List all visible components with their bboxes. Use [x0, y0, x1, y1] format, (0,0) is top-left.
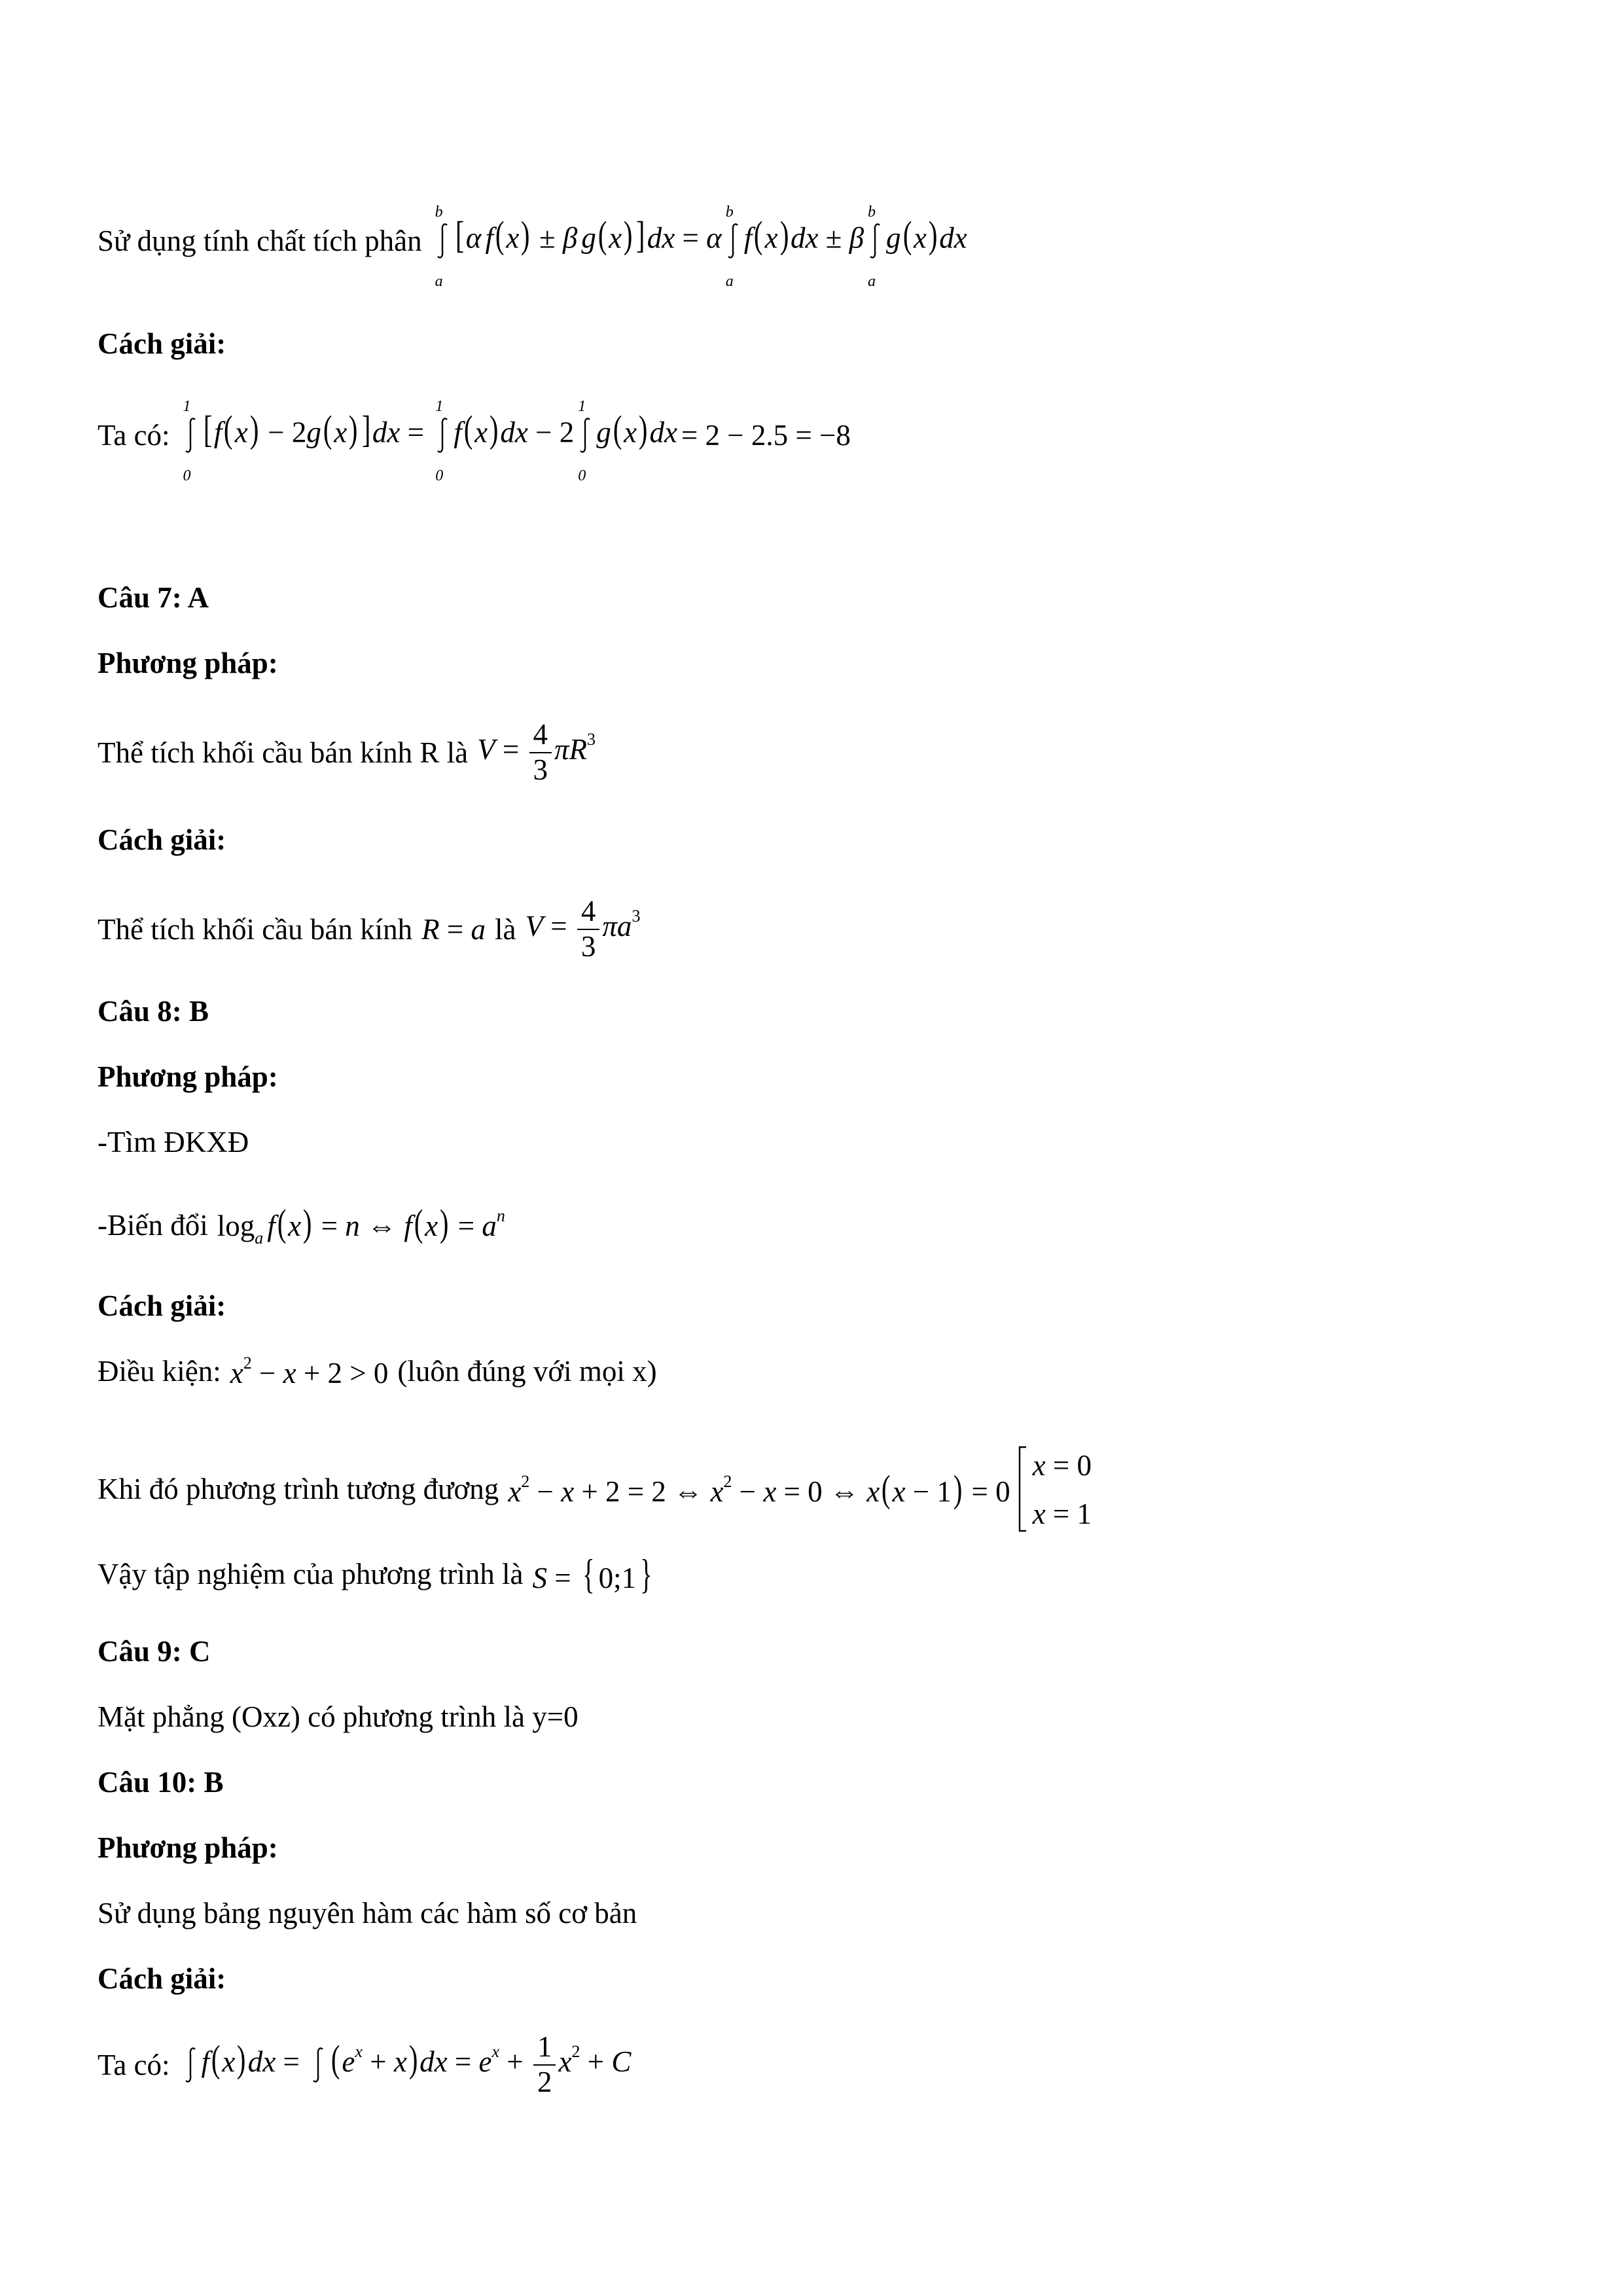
antiderivative-formula: f(x)dx = $(e^x + x)dx = e^x$ + $\frac{1}{2}$ $x^2 + C$	[179, 2030, 632, 2100]
integral-formula: 1 0 [f(x) − 2g(x)]dx = 1 0 f(x)dx − 2 1 0 g(x)dx	[183, 398, 677, 484]
cau10-heading: Câu 10: B	[98, 1765, 224, 1799]
linearity-formula: b a [α f(x) ± β g(x)]dx = α b a f(x)dx ± β b a g(x)dx	[435, 204, 967, 290]
cau8-step2-text: -Biến đổi	[98, 1208, 208, 1242]
pp8-heading: Phương pháp:	[98, 1060, 278, 1093]
solution-cases: x = 0 x = 1	[1016, 1443, 1107, 1535]
cau8-equivalence-line	[98, 1443, 1107, 1535]
ta-co-10-label: Ta có:	[98, 2048, 170, 2081]
sphere-volume-result: V = $\frac{4}{3}$ $\pi a^3$	[525, 895, 641, 963]
cach-giai-heading: Cách giải:	[98, 327, 226, 360]
cau9-text: Mặt phẳng (Oxz) có phương trình là y=0	[98, 1700, 579, 1733]
solution-set-formula: S = { 0;1}	[532, 1551, 652, 1597]
property-line	[98, 204, 967, 290]
cau8-condition-note: (luôn đúng với mọi x)	[397, 1354, 657, 1388]
cau8-heading: Câu 8: B	[98, 994, 209, 1028]
pp10-heading: Phương pháp:	[98, 1831, 278, 1864]
cau8-solution-set-line	[98, 1541, 656, 1607]
cau8-condition-label: Điều kiện:	[98, 1354, 221, 1388]
cau10-solution-line	[98, 2032, 631, 2098]
property-text: Sử dụng tính chất tích phân	[98, 224, 422, 257]
cach-giai-8-heading: Cách giải:	[98, 1289, 226, 1322]
cau7-method-text: Thể tích khối cầu bán kính R là	[98, 736, 469, 769]
equivalence-formula: $x^2 - x + 2 = 2$ ⇔ $x^2 - x = 0$ ⇔ x(x − 1) = 0	[508, 1467, 1010, 1510]
pp7-heading: Phương pháp:	[98, 646, 278, 679]
condition-formula: $x^2 - x + 2 > 0$	[230, 1353, 389, 1390]
cau8-condition-line	[98, 1338, 657, 1404]
integral-solution-line	[98, 398, 851, 484]
cau8-step2-line	[98, 1193, 505, 1258]
cach-giai-7-heading: Cách giải:	[98, 823, 226, 856]
cach-giai-10-heading: Cách giải:	[98, 1962, 226, 1995]
cau7-solution-line	[98, 897, 640, 962]
cau7-method-line	[98, 720, 596, 785]
cau9-heading: Câu 9: C	[98, 1634, 211, 1668]
cau7-sol-text-a: Thể tích khối cầu bán kính	[98, 912, 413, 946]
cau8-vay-text: Vậy tập nghiệm của phương trình là	[98, 1557, 524, 1590]
integral-result: = 2 − 2.5 = −8	[681, 418, 851, 452]
cau8-khi-do-text: Khi đó phương trình tương đương	[98, 1472, 499, 1505]
cau7-heading: Câu 7: A	[98, 581, 209, 614]
cau8-step1: -Tìm ĐKXĐ	[98, 1125, 249, 1158]
cau10-method-text: Sử dụng bảng nguyên hàm các hàm số cơ bản	[98, 1896, 637, 1929]
cau7-sol-text-b: là	[495, 912, 516, 946]
ta-co-label: Ta có:	[98, 418, 170, 452]
sphere-volume-formula: V = $\frac{4}{3}$ $\pi R^3$	[477, 718, 596, 786]
radius-equals-a: R = a	[421, 912, 486, 946]
log-transform-formula: $\log_a f(x) = n$ ⇔ $f(x) = a^n$	[217, 1201, 505, 1247]
